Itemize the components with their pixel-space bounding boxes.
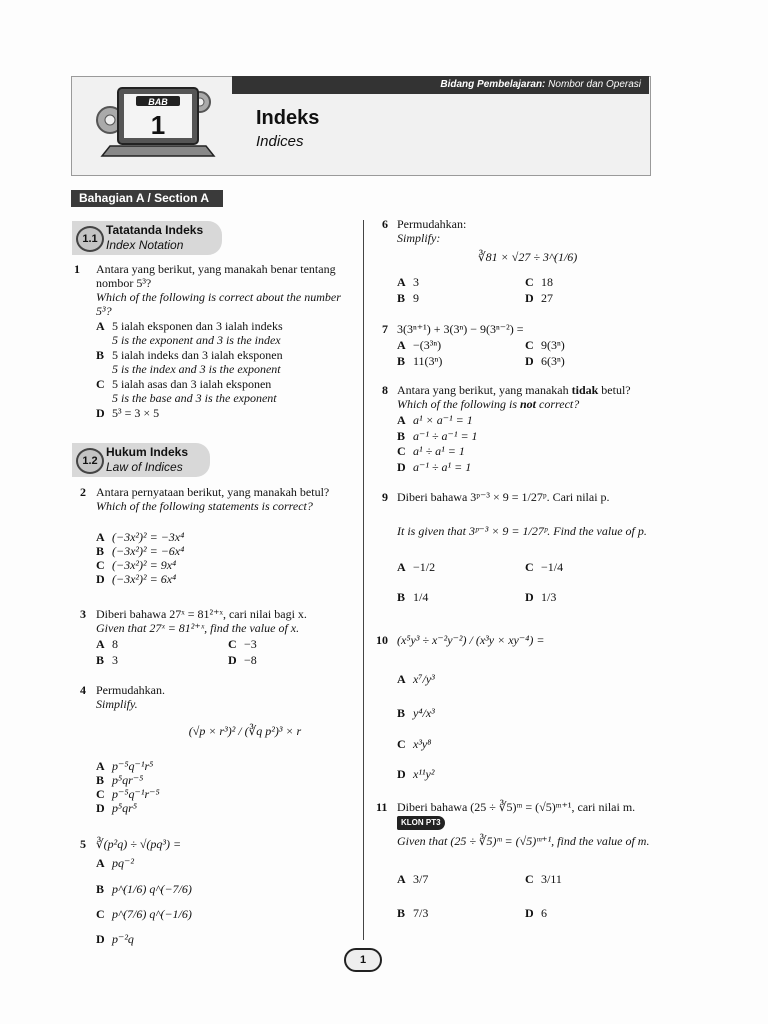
option-text: 5 ialah indeks dan 3 ialah eksponen [112, 348, 283, 362]
option-text: 9 [413, 291, 419, 305]
option-a: A pq⁻² [96, 856, 134, 870]
question-number: 7 [382, 322, 388, 336]
bab-number: 1 [150, 110, 166, 140]
math-expression: ∛(p²q) ÷ √(pq³) = [96, 837, 182, 851]
option-b: B 9 [397, 291, 419, 305]
question-number: 8 [382, 383, 388, 397]
question-number: 2 [80, 485, 86, 499]
option-c: C 3/11 [525, 872, 562, 886]
learning-area-strip [232, 76, 649, 94]
option-b: B 3 [96, 653, 118, 667]
option-text: 7/3 [413, 906, 429, 920]
option-text: 27 [541, 291, 553, 305]
question-9 [397, 490, 657, 538]
question-text-en: correct? [539, 397, 580, 411]
option-text: p⁻²q [112, 932, 134, 946]
option-text: pq⁻² [112, 856, 134, 870]
emphasis: tidak [571, 383, 599, 397]
question-text-en: It is given that 3ᵖ⁻³ × 9 = 1/27ᵖ. Find the value of p. [397, 524, 647, 538]
option-text: p⁵qr⁻⁵ [112, 773, 144, 787]
option-text: −1/2 [413, 560, 436, 574]
option-a: A 8 [96, 637, 118, 651]
question-number: 10 [376, 633, 388, 647]
area-label: Bidang Pembelajaran: [440, 79, 546, 90]
option-c: C x³y⁸ [397, 737, 432, 751]
subsection-title: Tatatanda Indeks [106, 223, 204, 237]
bab-label: BAB [148, 97, 168, 107]
option-c: C 9(3ⁿ) [525, 338, 565, 352]
column-divider [363, 220, 364, 940]
option-text: (−3x²)² = −3x⁴ [112, 530, 185, 544]
question-8 [397, 383, 657, 411]
question-number: 11 [376, 800, 388, 814]
math-expression: (√p × r³)² / (∛q p²)³ × r [188, 724, 302, 738]
subsection-title-en: Law of Indices [106, 460, 183, 474]
section-label: Bahagian A / Section A [71, 190, 223, 207]
question-text: Permudahkan: [397, 217, 467, 231]
option-b: B p^(1/6) q^(−7/6) [96, 882, 192, 896]
option-text: 3 [112, 653, 118, 667]
option-text: p^(1/6) q^(−7/6) [112, 882, 192, 896]
option-text: 6(3ⁿ) [541, 354, 565, 368]
option-text: 5 ialah eksponen dan 3 ialah indeks [112, 319, 283, 333]
question-number: 1 [74, 262, 80, 276]
option-text-en: 5 is the base and 3 is the exponent [112, 391, 277, 405]
option-c: C 18 [525, 275, 553, 289]
question-2 [96, 485, 354, 513]
option-text: 3/7 [413, 872, 429, 886]
option-d: D x¹¹y² [397, 767, 435, 781]
area-value: Nombor dan Operasi [548, 79, 641, 90]
option-text: 1/3 [541, 590, 557, 604]
option-text: 3/11 [541, 872, 562, 886]
option-text: x⁷/y³ [413, 672, 435, 686]
subsection-title: Hukum Indeks [106, 445, 189, 459]
option-d: D 6(3ⁿ) [525, 354, 565, 368]
question-text: Antara yang berikut, yang manakah [397, 383, 569, 397]
page-number: 1 [344, 948, 382, 972]
option-b: B 1/4 [397, 590, 429, 604]
option-text: a¹ ÷ a¹ = 1 [413, 444, 465, 458]
option-c: C −3 [228, 637, 257, 651]
question-4-options: A p⁻⁵q⁻¹r⁵ B p⁵qr⁻⁵ C p⁻⁵q⁻¹r⁻⁵ D p⁵qr⁵ [96, 759, 160, 815]
question-text-en: Given that 27ˣ = 81²⁺ˣ, find the value of x. [96, 621, 300, 635]
question-number: 6 [382, 217, 388, 231]
option-a: A −(3³ⁿ) [397, 338, 442, 352]
option-a: A 3/7 [397, 872, 429, 886]
question-6 [397, 217, 466, 245]
option-text: −(3³ⁿ) [413, 338, 442, 352]
option-text: y⁴/x³ [413, 706, 435, 720]
question-8-options: A a¹ × a⁻¹ = 1 B a⁻¹ ÷ a⁻¹ = 1 C a¹ ÷ a¹ = 1 D a⁻¹ ÷ a¹ = 1 [397, 413, 478, 474]
option-text: p⁻⁵q⁻¹r⁵ [112, 759, 154, 773]
option-d: D 6 [525, 906, 547, 920]
question-2-options: A (−3x²)² = −3x⁴ B (−3x²)² = −6x⁴ C (−3x²)² = 9x⁴ D (−3x²)² = 6x⁴ [96, 530, 185, 586]
option-text: a⁻¹ ÷ a¹ = 1 [413, 459, 472, 474]
subsection-1-1 [72, 221, 222, 255]
question-text: Antara yang berikut, yang manakah benar tentang nombor 5³? [96, 262, 336, 290]
question-11 [397, 800, 659, 848]
question-number: 9 [382, 490, 388, 504]
question-text: Diberi bahawa 27ˣ = 81²⁺ˣ, cari nilai bagi x. [96, 607, 307, 621]
math-expression: (x⁵y³ ÷ x⁻²y⁻²) / (x³y × xy⁻⁴) = [397, 633, 545, 647]
option-text: p⁻⁵q⁻¹r⁻⁵ [112, 787, 160, 801]
question-text: Diberi bahawa (25 ÷ ∛5)ᵐ = (√5)ᵐ⁺¹, cari nilai m. [397, 800, 636, 814]
option-text: 9(3ⁿ) [541, 338, 565, 352]
option-a: A 3 [397, 275, 419, 289]
option-text: 6 [541, 906, 547, 920]
option-text: 11(3ⁿ) [413, 354, 443, 368]
question-3 [96, 607, 354, 635]
option-text-en: 5 is the index and 3 is the exponent [112, 362, 281, 376]
question-number: 3 [80, 607, 86, 621]
option-d: D p⁻²q [96, 932, 134, 946]
option-d: D 27 [525, 291, 553, 305]
option-text: −8 [244, 653, 257, 667]
question-text-en: Simplify. [96, 697, 138, 711]
option-b: B y⁴/x³ [397, 706, 435, 720]
option-text: 18 [541, 275, 553, 289]
question-text: Permudahkan. [96, 683, 165, 697]
option-text: (−3x²)² = 6x⁴ [112, 572, 177, 586]
option-a: A x⁷/y³ [397, 672, 435, 686]
math-expression: ∛81 × √27 ÷ 3^(1/6) [478, 250, 578, 264]
question-text-en: Given that (25 ÷ ∛5)ᵐ = (√5)ᵐ⁺¹, find the value of m. [397, 834, 650, 848]
subsection-title-en: Index Notation [106, 238, 184, 252]
question-number: 5 [80, 837, 86, 851]
question-text-en: Which of the following is correct about the number 5³? [96, 290, 341, 318]
option-text: (−3x²)² = −6x⁴ [112, 544, 185, 558]
option-text: 5 ialah asas dan 3 ialah eksponen [112, 377, 272, 391]
page-subtitle: Indices [256, 133, 304, 150]
question-text-en: Which of the following statements is correct? [96, 499, 313, 513]
option-text: −3 [244, 637, 257, 651]
option-a: A −1/2 [397, 560, 436, 574]
subsection-number: 1.2 [76, 448, 104, 474]
question-number: 4 [80, 683, 86, 697]
klon-pt3-badge: KLON PT3 [397, 816, 445, 830]
option-d: D 1/3 [525, 590, 557, 604]
option-text: 1/4 [413, 590, 429, 604]
option-d: D −8 [228, 653, 257, 667]
option-text: p⁵qr⁵ [112, 801, 138, 815]
question-4 [96, 683, 354, 711]
option-b: B 11(3ⁿ) [397, 354, 443, 368]
option-text-en: 5 is the exponent and 3 is the index [112, 333, 281, 347]
option-text: 5³ = 3 × 5 [112, 406, 160, 420]
option-text: p^(7/6) q^(−1/6) [112, 907, 192, 921]
page-title: Indeks [256, 107, 320, 129]
math-expression: 3(3ⁿ⁺¹) + 3(3ⁿ) − 9(3ⁿ⁻²) = [397, 322, 524, 336]
option-c: C p^(7/6) q^(−1/6) [96, 907, 192, 921]
question-1 [96, 262, 354, 318]
question-1-options: A 5 ialah eksponen dan 3 ialah indeks 5 is the exponent and 3 is the index B 5 ialah indeks dan 3 ialah eksponen 5 is the index and 3 is the exponent C 5 ialah asas dan 3 ialah eksponen 5 is the base and 3 is the exponent D 5³ = 3 × 5 [96, 319, 283, 420]
option-text: a⁻¹ ÷ a⁻¹ = 1 [413, 428, 478, 443]
option-text: 8 [112, 637, 118, 651]
option-b: B 7/3 [397, 906, 429, 920]
option-c: C −1/4 [525, 560, 564, 574]
question-text: Antara pernyataan berikut, yang manakah betul? [96, 485, 330, 499]
laptop-icon [88, 80, 228, 164]
option-text: (−3x²)² = 9x⁴ [112, 558, 177, 572]
subsection-number: 1.1 [76, 226, 104, 252]
option-text: a¹ × a⁻¹ = 1 [413, 413, 473, 427]
option-text: x³y⁸ [413, 737, 432, 751]
option-text: −1/4 [541, 560, 564, 574]
question-text-en: Which of the following is [397, 397, 517, 411]
emphasis-en: not [520, 397, 537, 411]
question-text: betul? [601, 383, 631, 397]
question-text: Diberi bahawa 3ᵖ⁻³ × 9 = 1/27ᵖ. Cari nilai p. [397, 490, 610, 504]
question-text-en: Simplify: [397, 231, 441, 245]
subsection-1-2 [72, 443, 210, 477]
option-text: 3 [413, 275, 419, 289]
option-text: x¹¹y² [413, 767, 435, 781]
